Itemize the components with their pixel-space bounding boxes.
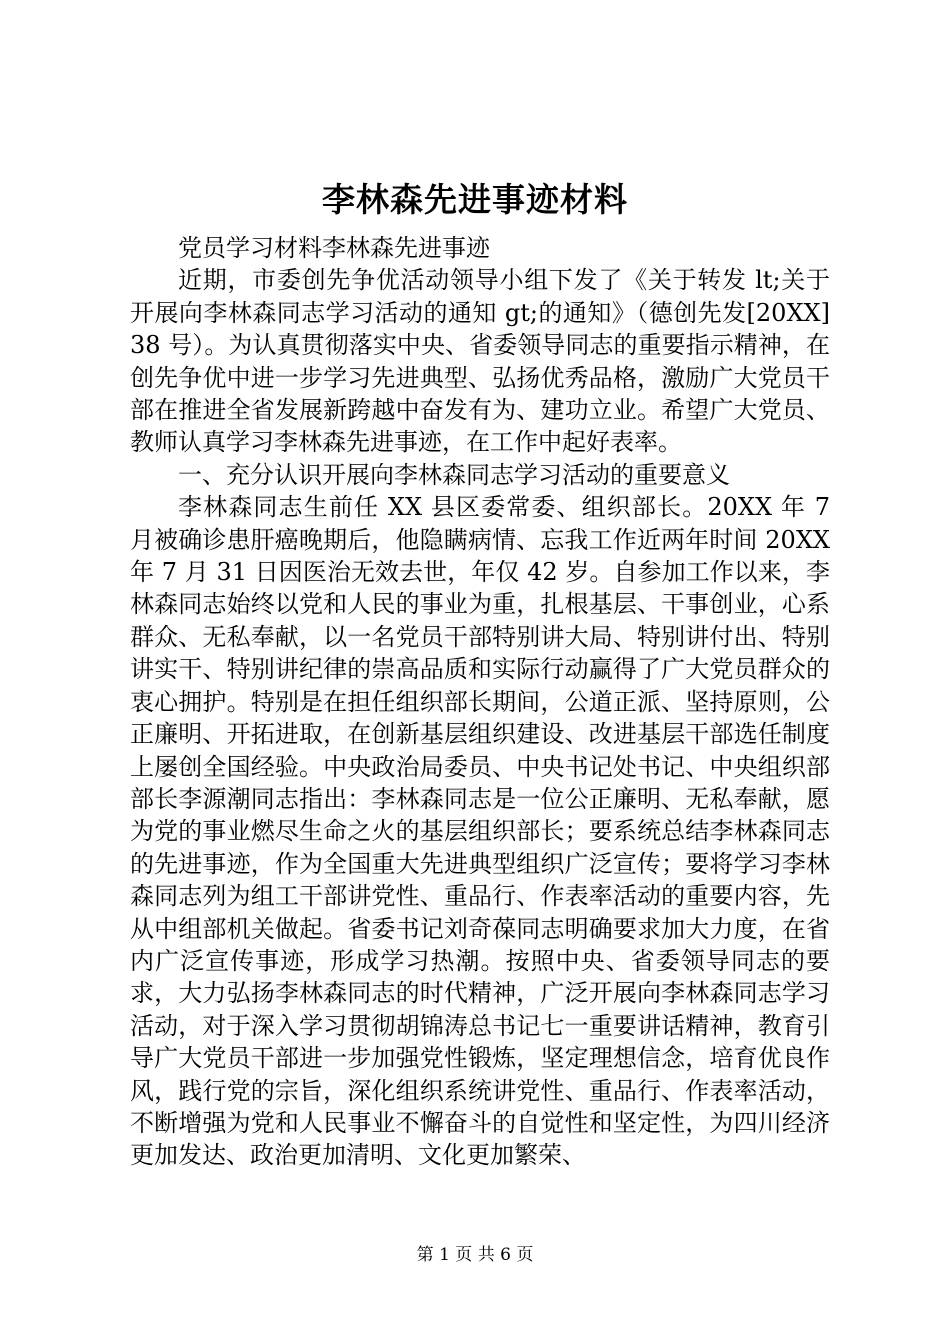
document-body <box>130 232 830 1172</box>
paragraph-biography: 李林森同志生前任 XX 县区委常委、组织部长。20XX 年 7 月被确诊患肝癌晚期后，他隐瞒病情、忘我工作近两年时间 20XX 年 7 月 31 日因医治无效去世，年仅 42 岁。自参加工作以来，李林森同志始终以党和人民的事业为重，扎根基层、干事创业，心系群众、无私奉献，以一名党员干部特别讲大局、特别讲付出、特别讲实干、特别讲纪律的崇高品质和实际行动赢得了广大党员群众的衷心拥护。特别是在担任组织部长期间，公道正派、坚持原则，公正廉明、开拓进取，在创新基层组织建设、改进基层干部选任制度上屡创全国经验。中央政治局委员、中央书记处书记、中央组织部部长李源潮同志指出：李林森同志是一位公正廉明、无私奉献，愿为党的事业燃尽生命之火的基层组织部长；要系统总结李林森同志的先进事迹，作为全国重大先进典型组织广泛宣传；要将学习李林森同志列为组工干部讲党性、重品行、作表率活动的重要内容，先从中组部机关做起。省委书记刘奇葆同志明确要求加大力度，在省内广泛宣传事迹，形成学习热潮。按照中央、省委领导同志的要求，大力弘扬李林森同志的时代精神，广泛开展向李林森同志学习活动，对于深入学习贯彻胡锦涛总书记七一重要讲话精神，教育引导广大党员干部进一步加强党性锻炼，坚定理想信念，培育优良作风，践行党的宗旨，深化组织系统讲党性、重品行、作表率活动，不断增强为党和人民事业不懈奋斗的自觉性和坚定性，为四川经济更加发达、政治更加清明、文化更加繁荣、 <box>130 493 830 1170</box>
paragraph-subtitle: 党员学习材料李林森先进事迹 <box>178 234 490 262</box>
section-heading: 一、充分认识开展向李林森同志学习活动的重要意义 <box>178 460 730 489</box>
paragraph-intro: 近期，市委创先争优活动领导小组下发了《关于转发 lt;关于开展向李林森同志学习活动的通知 gt;的通知》（德创先发[20XX]38 号）。为认真贯彻落实中央、省委领导同志的重要指示精神，在创先争优中进一步学习先进典型、弘扬优秀品格，激励广大党员干部在推进全省发展新跨越中奋发有为、建功立业。希望广大党员、教师认真学习李林森先进事迹，在工作中起好表率。 <box>130 266 830 457</box>
document-title: 李林森先进事迹材料 <box>322 180 628 219</box>
page-footer: 第 1 页 共 6 页 <box>416 1245 534 1265</box>
